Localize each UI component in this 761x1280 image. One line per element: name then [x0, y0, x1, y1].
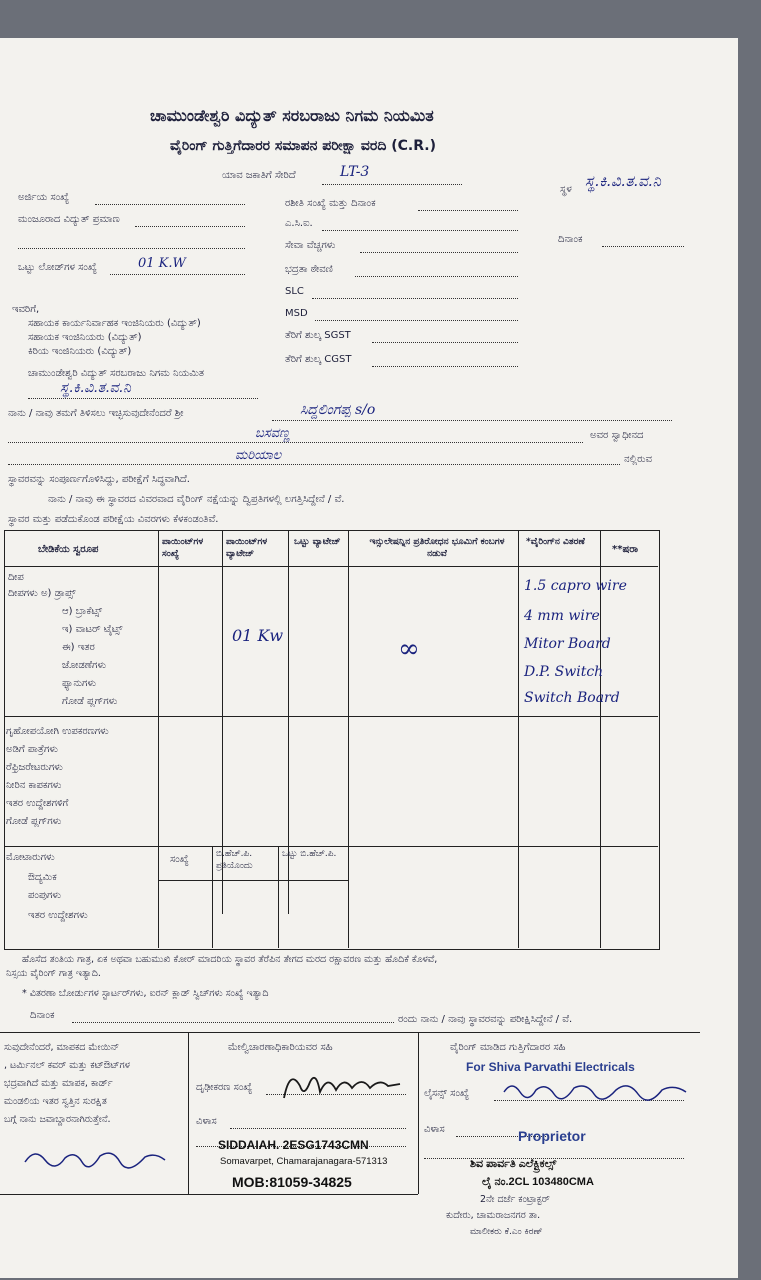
- contractor-address-label: ವಿಳಾಸ: [424, 1124, 445, 1135]
- contractor-stamp-name: ಶಿವ ಪಾರ್ವತಿ ಎಲೆಕ್ಟ್ರಿಕಲ್ಸ್: [470, 1158, 557, 1170]
- s1-row4: ಈ) ಇತರ: [62, 642, 95, 653]
- address-handwritten: ಸ್ಥ.ಕಿ.ವಿ.ತ.ವ.ನಿ: [60, 380, 131, 396]
- supervisor-title: ಮೇಲ್ವಿಚಾರಣಾಧಿಕಾರಿಯವರ ಸಹಿ: [228, 1042, 333, 1053]
- notes-date-label: ದಿನಾಂಕ: [30, 1010, 55, 1021]
- s3-row1: ಔದ್ಯಮಿಕ: [28, 872, 57, 883]
- s1-row5: ಜೋಡಣೆಗಳು: [62, 660, 107, 671]
- th-wattage: ಪಾಯಿಂಟ್‌ಗಳ ವ್ಯಾಟೇಜ್: [226, 537, 268, 559]
- owner-signature: [20, 1142, 170, 1172]
- total-load-label: ಒಟ್ಟು ಲೋಡ್‌ಗಳ ಸಂಖ್ಯೆ: [18, 262, 97, 273]
- s3-row0: ಮೋಟಾರುಗಳು: [6, 852, 55, 863]
- hand-wiring-0: 1.5 capro wire: [524, 578, 627, 594]
- s1-row7: ಗೋಡೆ ಪ್ಲಗ್‌ಗಳು: [62, 696, 118, 707]
- form-subtitle: ವೈರಿಂಗ್ ಗುತ್ತಿಗೆದಾರರ ಸಮಾಪನ ಪರೀಕ್ಷಾ ವರದಿ (C.R.): [170, 138, 436, 154]
- receipt-label: ರಶೀತಿ ಸಂಖ್ಯೆ ಮತ್ತು ದಿನಾಂಕ: [285, 198, 376, 209]
- note1b: ನಿಸ್ಸಯ ವೈರಿಂಗ್ ಗಾತ್ರ ಇತ್ಯಾದಿ.: [6, 968, 101, 979]
- hand-insulation: ∞: [398, 634, 420, 664]
- form-sheet: [0, 38, 738, 1278]
- footer-left-l3: ಭದ್ರವಾಗಿದೆ ಮತ್ತು ಮಾಪಕ, ಕಾರ್ಡ್: [4, 1078, 113, 1089]
- security-deposit-label: ಭದ್ರತಾ ಠೇವಣಿ: [285, 264, 333, 275]
- slc-label: SLC: [285, 286, 304, 297]
- certify-text: ರಂದು ನಾನು / ನಾವು ಸ್ಥಾವರವನ್ನು ಪರೀಕ್ಷಿಸಿದ್ದೇನೆ / ವೆ.: [398, 1014, 573, 1025]
- s3-row2: ಪಂಪುಗಳು: [28, 890, 61, 901]
- proprietor-stamp: Proprietor: [518, 1128, 586, 1144]
- supervisor-address-label: ವಿಳಾಸ: [196, 1116, 217, 1127]
- hand-wiring-3: D.P. Switch: [524, 664, 604, 680]
- th-wiring: *ವೈರಿಂಗ್‌ನ ವಿತರಣೆ: [526, 537, 585, 547]
- body-line4: ನಾನು / ನಾವು ಈ ಸ್ಥಾವರದ ವಿವರವಾದ ವೈರಿಂಗ್ ನಕ್ಷೆಯನ್ನು ದ್ವಿಪ್ರತಿಗಳಲ್ಲಿ ಲಗತ್ತಿಸಿದ್ದೇನೆ / ವೆ.: [48, 494, 345, 505]
- footer-left-l1: ಸುವುದೇನೆಂದರೆ, ಮಾಪಕದ ಮೇಯಿನ್: [4, 1042, 120, 1053]
- s2-row0: ಗೃಹೋಪಯೋಗಿ ಉಪಕರಣಗಳು: [6, 726, 109, 737]
- body-line3: ಸ್ಥಾವರವನ್ನು ಸಂಪೂರ್ಣಗೊಳಿಸಿದ್ದು, ಪರೀಕ್ಷೆಗೆ ಸಿದ್ಧವಾಗಿದೆ.: [8, 474, 190, 485]
- motor-count: ಸಂಖ್ಯೆ: [170, 854, 189, 865]
- th-remarks: **ಷರಾ: [612, 544, 639, 555]
- place-value: ಸ್ಥ.ಕಿ.ವಿ.ತ.ವ.ನಿ: [585, 172, 661, 190]
- hand-wiring-2: Mitor Board: [524, 636, 611, 652]
- contractor-stamp-addr1: ಕುದೇರು, ಚಾಮರಾಜನಗರ ತಾ.: [446, 1210, 541, 1221]
- category-value: LT-3: [340, 164, 370, 180]
- s2-row4: ಇತರ ಉದ್ದೇಶಗಳಿಗೆ: [6, 798, 69, 809]
- note1: ಹೊಸೆದ ತಂತಿಯ ಗಾತ್ರ, ಏಕ ಅಥವಾ ಬಹುಮುಖಿ ಕೋರ್ ಮಾದರಿಯ ಸ್ಥಾವರ ತೆರೆಪಿನ ತೇಗದ ಮರದ ರಕ್ಷಾವರಣ ಮತ್ತು ಹೊದಿಕೆ ಕೊಳವೆ,: [22, 954, 438, 965]
- contractor-stamp-lic: ಲೈ ನಂ.2CL 103480CMA: [482, 1176, 594, 1188]
- contractor-stamp-addr2: ಮಾಲೀಕರು ಕೆ.ಎಂ ಕಿರಣ್: [470, 1227, 543, 1237]
- msd-label: MSD: [285, 308, 308, 319]
- hand-wiring-4: Switch Board: [524, 690, 620, 706]
- motor-bhp-each: ಬಿ.ಹೆಚ್.ಪಿ. ಪ್ರತಿಯೊಂದು: [216, 849, 253, 871]
- located-label: ನಲ್ಲಿರುವ: [624, 454, 653, 465]
- cgst-label: ತೆರಿಗೆ ಶುಲ್ಕ CGST: [285, 354, 352, 365]
- contractor-title: ವೈರಿಂಗ್ ಮಾಡಿದ ಗುತ್ತಿಗೆದಾರರ ಸಹಿ: [450, 1042, 566, 1053]
- contractor-signature: [500, 1078, 690, 1102]
- name-handwritten: ಸಿದ್ದಲಿಂಗಪ್ಪ s/o: [300, 402, 376, 418]
- footer-left-l5: ಬಗ್ಗೆ ನಾನು ಜವಾಬ್ದಾರನಾಗಿರುತ್ತೇನೆ.: [4, 1114, 111, 1125]
- address-line4: ಚಾಮುಂಡೇಶ್ವರಿ ವಿದ್ಯುತ್ ಸರಬರಾಜು ನಿಗಮ ನಿಯಮಿತ: [28, 368, 205, 379]
- intro-text: ನಾನು / ನಾವು ತಮಗೆ ತಿಳಿಸಲು ಇಚ್ಛಿಸುವುದೇನೆಂದರೆ ಶ್ರೀ: [8, 408, 184, 419]
- th-total: ಒಟ್ಟು ವ್ಯಾಟೇಜ್: [294, 537, 341, 547]
- s2-row1: ಅಡಿಗೆ ಪಾತ್ರೆಗಳು: [6, 744, 58, 755]
- s1-row0: ದೀಪ: [8, 572, 24, 583]
- motor-bhp-total: ಒಟ್ಟು ಬಿ.ಹೆಚ್.ಪಿ.: [282, 849, 337, 859]
- place-handwritten: ಮರಿಯಾಲ: [235, 448, 282, 463]
- supervisor-signature: [276, 1064, 406, 1104]
- total-load-value: 01 K.W: [138, 256, 186, 271]
- s1-row3: ಇ) ವಾಟರ್ ಟೈಟ್ಸ್: [62, 624, 123, 635]
- s1-row2: ಆ) ಬ್ರಾಕೆಟ್ಸ್: [62, 606, 103, 617]
- license-label: ಲೈಸನ್ಸ್ ಸಂಖ್ಯೆ: [424, 1088, 469, 1099]
- th-insulation: ಇನ್ಸುಲೇಷನ್ನಿನ ಪ್ರತಿರೋಧನ ಭೂಮಿಗೆ ಕಂಬಗಳ ನಡುವೆ: [369, 537, 505, 559]
- footer-left-l4: ಮಂಡಲಿಯ ಇತರ ಸ್ವತ್ತಿನ ಸುರಕ್ಷಿತ: [4, 1096, 107, 1107]
- address-line3: ಕಿರಿಯ ಇಂಜಿನಿಯರು (ವಿದ್ಯುತ್): [28, 346, 132, 357]
- address-to: ಇವರಿಗೆ,: [12, 304, 40, 315]
- s3-row3: ಇತರ ಉದ್ದೇಶಗಳು: [28, 910, 88, 921]
- service-charges-label: ಸೇವಾ ವೆಚ್ಚಗಳು: [285, 240, 336, 251]
- address-line2: ಸಹಾಯಕ ಇಂಜಿನಿಯರು (ವಿದ್ಯುತ್): [28, 332, 142, 343]
- contractor-stamp-class: 2ನೇ ದರ್ಜೆ ಕಂಟ್ರಾಕ್ಟರ್: [480, 1194, 550, 1205]
- application-no-label: ಅರ್ಜಿಯ ಸಂಖ್ಯೆ: [18, 192, 70, 203]
- owner-label: ಅವರ ಸ್ವಾಧೀನದ: [590, 430, 644, 441]
- form-title: ಚಾಮುಂಡೇಶ್ವರಿ ವಿದ್ಯುತ್ ಸರಬರಾಜು ನಿಗಮ ನಿಯಮಿತ: [150, 106, 434, 125]
- body-line5: ಸ್ಥಾವರ ಮತ್ತು ಪಡೆದುಕೊಂಡ ಪರೀಕ್ಷೆಯ ವಿವರಗಳು ಕೆಳಕಂಡಂತಿವೆ.: [8, 514, 219, 525]
- s2-row3: ನೀರಿನ ಕಾಪಕಗಳು: [6, 780, 62, 791]
- hand-wiring-1: 4 mm wire: [524, 608, 600, 624]
- note2: * ವಿತರಣಾ ಬೋರ್ಡುಗಳ ಸ್ಟಾರ್ಟರ್‌ಗಳು, ಐರನ್ ಕ್ಲಾಡ್ ಸ್ವಿಚ್‌ಗಳು ಸಂಖ್ಯೆ ಇತ್ಯಾದಿ: [22, 988, 269, 999]
- footer-left-l2: , ಟರ್ಮಿನಲ್ ಕವರ್ ಮತ್ತು ಕಟ್‌ಔಟ್‌ಗಳ: [4, 1060, 130, 1071]
- s1-row1: ದೀಪಗಳು ಅ) ಡ್ರಾಪ್ಸ್: [8, 588, 76, 599]
- supervisor-stamp-2: Somavarpet, Chamarajanagara-571313: [220, 1156, 388, 1167]
- name-handwritten-2: ಬಸವಣ್ಣ: [255, 426, 291, 441]
- sgst-label: ತೆರಿಗೆ ಶುಲ್ಕ SGST: [285, 330, 351, 341]
- place-label: ಸ್ಥಳ: [560, 184, 572, 195]
- sanctioned-power-label: ಮಂಜೂರಾದ ವಿದ್ಯುತ್ ಪ್ರಮಾಣ: [18, 214, 120, 225]
- supervisor-stamp-1: SIDDAIAH. 2ESG1743CMN: [218, 1138, 369, 1152]
- th-points: ಪಾಯಿಂಟ್‌ಗಳ ಸಂಖ್ಯೆ: [162, 537, 204, 559]
- s2-row2: ರೆಫ್ರಿಜರೇಟರುಗಳು: [6, 762, 63, 773]
- date-label: ದಿನಾಂಕ: [558, 234, 583, 245]
- asi-label: ಎ.ಸಿ.ಐ.: [285, 218, 313, 229]
- contractor-company-stamp: For Shiva Parvathi Electricals: [466, 1060, 635, 1074]
- address-line1: ಸಹಾಯಕ ಕಾರ್ಯನಿರ್ವಾಹಕ ಇಂಜಿನಿಯರು (ವಿದ್ಯುತ್): [28, 318, 201, 329]
- th-nature: ಬೇಡಿಕೆಯ ಸ್ವರೂಪ: [38, 544, 99, 555]
- cert-label: ದೃಢೀಕರಣ ಸಂಖ್ಯೆ: [196, 1082, 253, 1093]
- hand-wattage: 01 Kw: [232, 626, 284, 645]
- s1-row6: ಫ್ಯಾನುಗಳು: [62, 678, 97, 689]
- s2-row5: ಗೋಡೆ ಪ್ಲಗ್‌ಗಳು: [6, 816, 62, 827]
- category-label: ಯಾವ ಜಕಾತಿಗೆ ಸೇರಿದೆ: [222, 170, 296, 181]
- supervisor-stamp-3: MOB:81059-34825: [232, 1174, 352, 1190]
